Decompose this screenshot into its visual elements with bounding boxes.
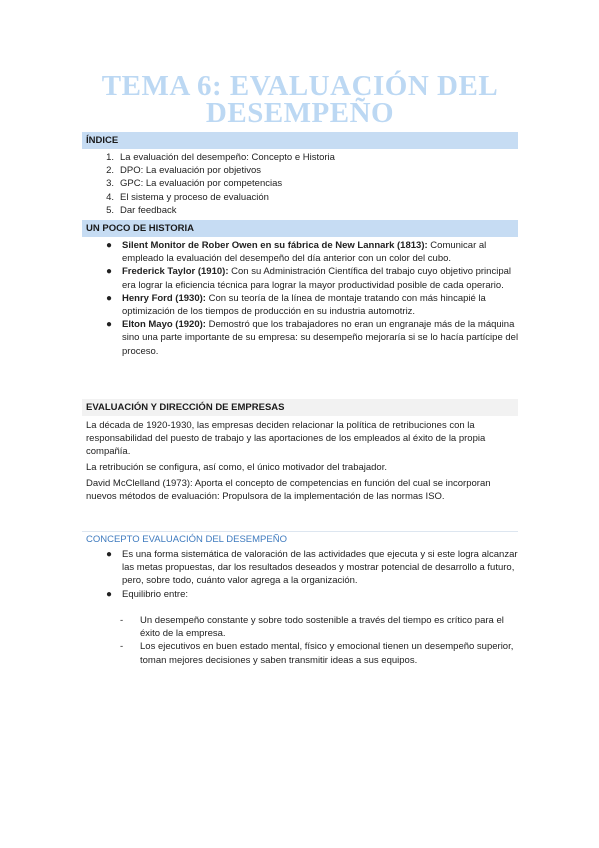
index-text: El sistema y proceso de evaluación xyxy=(120,191,269,203)
bullet-icon: ● xyxy=(106,588,113,600)
concept-sublist xyxy=(120,614,520,667)
index-number: 4. xyxy=(106,191,114,203)
concept-item xyxy=(100,588,520,601)
history-item-text: Demostró que los trabajadores no eran un engranaje más de la máquina sino una parte importante de su empresa: su desempeño mejoraría si se lo hacía partícipe del proceso. xyxy=(122,319,519,357)
index-list xyxy=(100,151,520,217)
history-item-text: Comunicar al empleado la evaluación del desempeño del día anterior con un color del cubo. xyxy=(122,240,487,265)
history-item-title: Henry Ford (1930): xyxy=(122,292,206,304)
index-item xyxy=(100,191,520,204)
section-divider xyxy=(82,531,518,532)
index-item xyxy=(100,151,520,164)
concept-subitem xyxy=(120,614,520,640)
index-number: 5. xyxy=(106,204,114,216)
concept-list xyxy=(100,548,520,601)
index-number: 3. xyxy=(106,178,114,190)
dash-icon: - xyxy=(120,615,124,626)
page-title: TEMA 6: EVALUACIÓN DEL DESEMPEÑO xyxy=(101,70,499,129)
history-item-text: Con su Administración Científica del trabajo cuyo objetivo principal era lograr la eficiencia técnica para lograr la mayor productividad posible de cada operario. xyxy=(122,266,511,291)
index-item xyxy=(100,164,520,177)
history-item-title: Silent Monitor de Rober Owen en su fábrica de New Lannark (1813): xyxy=(122,240,428,251)
concept-text: Es una forma sistemática de valoración de las actividades que ejecuta y si este logra alcanzar las metas propuestas, dar los resultados deseados y mostrar potencial de desarrollo a futuro, pero, sobre todo, cuánto valor agrega a la organización. xyxy=(122,549,518,587)
concept-subitem-text: Un desempeño constante y sobre todo sostenible a través del tiempo es crítico para el éxito de la empresa. xyxy=(140,615,504,640)
index-number: 2. xyxy=(106,165,114,177)
concept-item xyxy=(100,548,520,588)
concept-subitem-text: Los ejecutivos en buen estado mental, físico y emocional tienen un desempeño superior, toman mejores decisiones y saben transmitir ideas a sus equipos. xyxy=(140,641,514,666)
history-item xyxy=(100,318,520,358)
index-item xyxy=(100,204,520,217)
history-item-title: Frederick Taylor (1910): xyxy=(122,266,229,278)
index-text: Dar feedback xyxy=(120,204,177,216)
direccion-paragraph: David McClelland (1973): Aporta el concepto de competencias en función del cual se incorporan nuevos métodos de evaluación: Propulsora de la implementación de las normas ISO. xyxy=(86,478,491,503)
bullet-icon: ● xyxy=(106,549,113,560)
history-item xyxy=(100,292,520,318)
dash-icon: - xyxy=(120,641,124,653)
bullet-icon: ● xyxy=(106,266,113,278)
section-heading-direccion: EVALUACIÓN Y DIRECCIÓN DE EMPRESAS xyxy=(82,399,518,416)
index-text: DPO: La evaluación por objetivos xyxy=(120,165,261,177)
index-item xyxy=(100,177,520,190)
history-item xyxy=(100,265,520,291)
history-item-title: Elton Mayo (1920): xyxy=(122,319,206,331)
direccion-paragraph: La década de 1920-1930, las empresas deciden relacionar la política de retribuciones con la responsabilidad del puesto de trabajo y las aportaciones de los empleados al éxito de la propia compañía. xyxy=(86,420,486,458)
section-heading-indice: ÍNDICE xyxy=(82,132,518,149)
history-list xyxy=(100,239,520,358)
history-item xyxy=(100,239,520,265)
section-heading-concepto: CONCEPTO EVALUACIÓN DEL DESEMPEÑO xyxy=(86,534,287,545)
history-item-text: Con su teoría de la línea de montaje tratando con más hincapié la optimización de los tiempos de producción en su industria automotriz. xyxy=(122,292,486,318)
index-text: La evaluación del desempeño: Concepto e Historia xyxy=(120,152,335,163)
index-text: GPC: La evaluación por competencias xyxy=(120,178,283,190)
bullet-icon: ● xyxy=(106,319,113,331)
index-number: 1. xyxy=(106,152,114,163)
concept-text: Equilibrio entre: xyxy=(122,588,189,600)
direccion-paragraph: La retribución se configura, así como, el único motivador del trabajador. xyxy=(86,462,387,473)
section-heading-historia: UN POCO DE HISTORIA xyxy=(82,220,518,237)
bullet-icon: ● xyxy=(106,292,113,304)
concept-subitem xyxy=(120,640,520,666)
bullet-icon: ● xyxy=(106,240,113,251)
